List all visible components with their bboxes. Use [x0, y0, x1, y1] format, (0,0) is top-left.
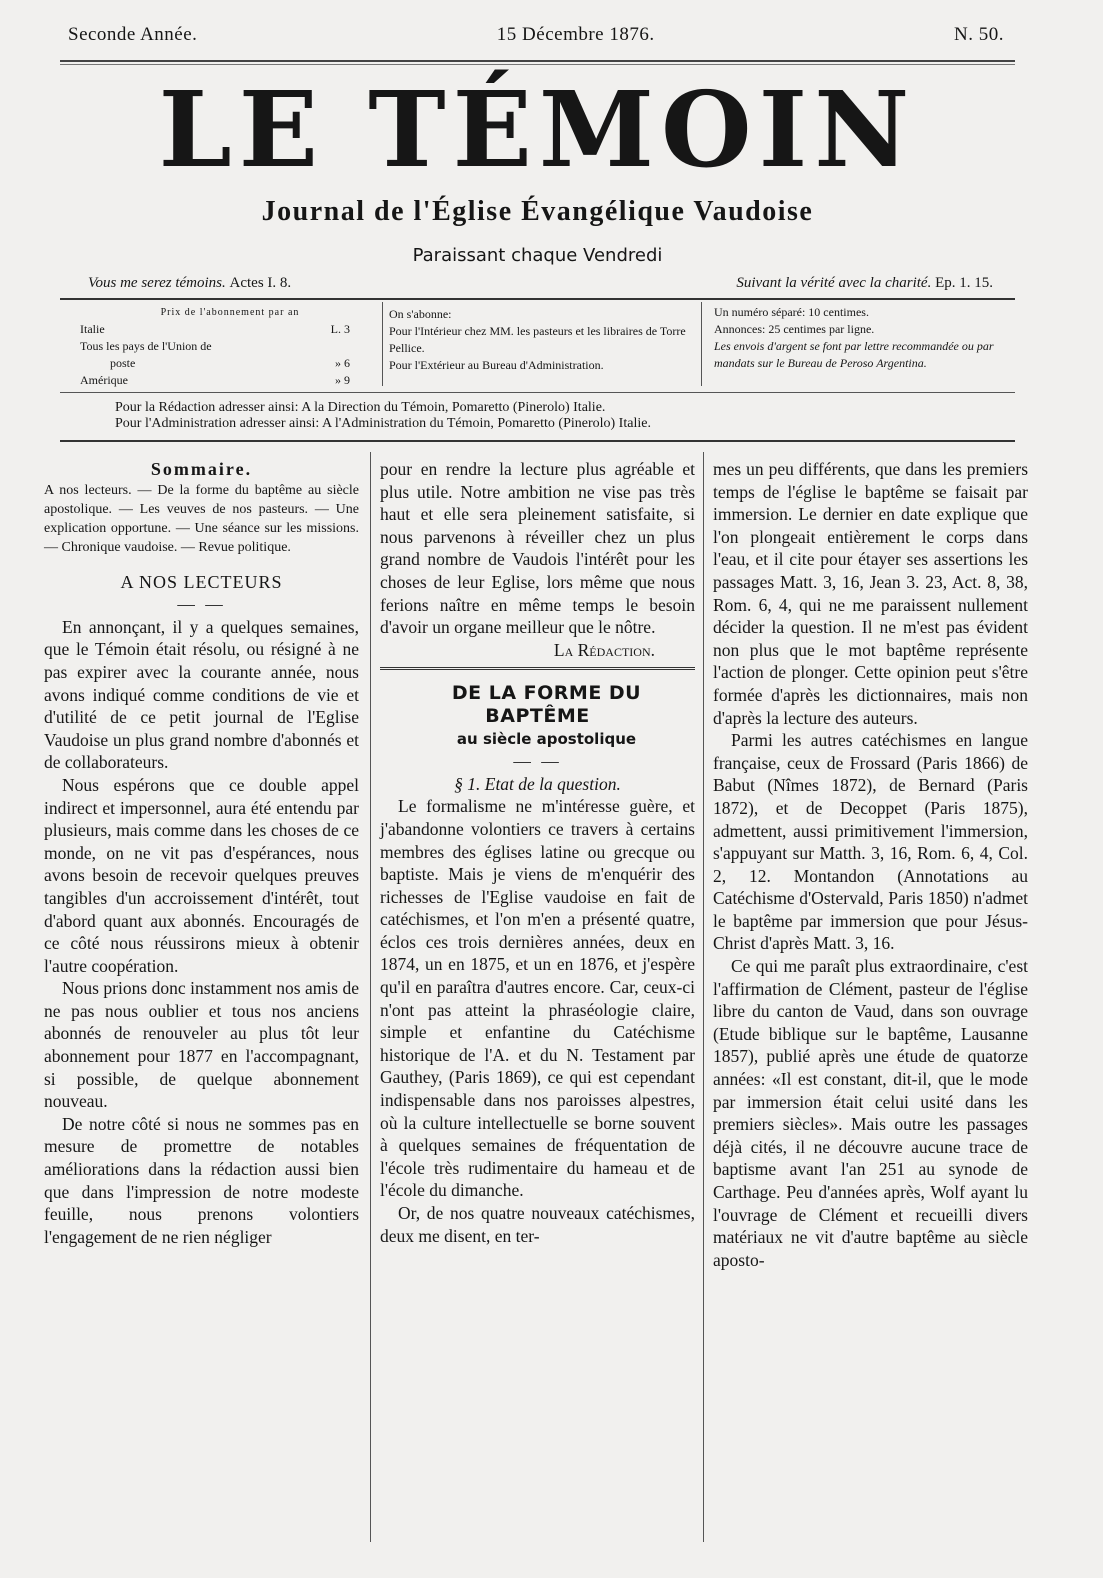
article-subtitle: au siècle apostolique	[456, 729, 637, 748]
subscribe-exterior: Pour l'Extérieur au Bureau d'Administration.	[389, 358, 604, 372]
section-title: A NOS LECTEURS	[120, 571, 283, 592]
price-row	[80, 338, 380, 355]
paragraph: Le formalisme ne m'intéresse guère, et j'abandonne volontiers ce travers à certains membres des églises latine ou grecque ou baptiste. Mais je viens de m'enquérir des richesses de l'Eglise vaudoise en fait de catéchismes, et l'on m'en a présenté quatre, éclos ces trois dernières années, deux en 1874, un en 1875, et un en 1876, et j'espère qu'il en paraîtra d'autres encore. Car, ceux-ci n'ont pas atteint la phraséologie claire, simple et enfantine du Catéchisme historique de l'A. et du N. Testament par Gauthey, (Paris 1869), ce qui est cependant indispensable dans nos paroisses alpestres, où la culture intellectuelle se borne souvent à quelques semaines de fréquentation de l'école très rudimentaire du hameau et de l'école du dimanche.	[380, 796, 695, 1201]
price-row	[80, 321, 380, 338]
paragraph: pour en rendre la lecture plus agréable et plus utile. Notre ambition ne vise pas très haut et elle sera pleinement satisfaite, si nous parvenons à réveiller chez un plus grand nombre de Vaudois l'intérêt pour les choses de leur Eglise, lors même que nous ferions naître en même temps le besoin d'avoir un organe meilleur que le nôtre.	[380, 459, 695, 638]
price-value: » 9	[335, 373, 350, 387]
subscribe-info	[382, 302, 702, 386]
pricing-info	[714, 304, 1014, 372]
issue-header	[68, 24, 1004, 46]
motto-right-ref: Ep. 1. 15.	[935, 275, 993, 291]
price-value: L. 3	[330, 322, 350, 336]
motto-right-text: Suivant la vérité avec la charité.	[736, 275, 932, 291]
single-issue-price: Un numéro séparé: 10 centimes.	[714, 305, 869, 319]
signature: La Rédaction.	[553, 639, 655, 660]
price-row	[80, 355, 380, 372]
subscribe-interior: Pour l'Intérieur chez MM. les pasteurs et les libraires de Torre Pellice.	[389, 324, 686, 355]
paragraph: Nous espérons que ce double appel indirect et impersonnel, aura été entendu par plusieurs, mais comme dans les choses de ce monde, on ne vit pas d'espérances, nous avons besoin de recevoir quelques preuves tangibles d'un accroissement d'intérêt, tout d'abord quant aux abonnés. Encouragés de ce côté nous réussirons mieux à obtenir l'autre coopération.	[44, 774, 359, 976]
column-3	[713, 458, 1028, 1271]
issue-date: 15 Décembre 1876.	[496, 24, 655, 45]
column-rule	[370, 452, 371, 1542]
issue-number: N. 50.	[954, 24, 1004, 45]
paragraph: mes un peu différents, que dans les premiers temps de l'église le baptême se faisait par immersion. Le dernier en date explique que l'on plongeait entièrement le corps dans l'eau, et il cite pour étayer ses assertions les passages Matt. 3, 16, Jean 3. 23, Act. 8, 38, Rom. 6, 4, qui ne me paraissent nullement décider la question. Il ne m'est pas évident non plus que le mot baptême représente l'action de plonger. Cette opinion peut s'être formée d'après les dictionnaires, mais non d'après la lecture des auteurs.	[713, 459, 1028, 728]
address-admin: Pour l'Administration adresser ainsi: A l'Administration du Témoin, Pomaretto (Pinerolo) Italie.	[115, 416, 651, 431]
address-redaction: Pour la Rédaction adresser ainsi: A la Direction du Témoin, Pomaretto (Pinerolo) Italie.	[115, 400, 606, 415]
column-2	[380, 458, 695, 1247]
paragraph: Or, de nos quatre nouveaux catéchismes, deux me disent, en ter-	[380, 1203, 695, 1246]
price-row	[80, 372, 380, 389]
motto-left	[88, 275, 291, 292]
publication-frequency: Paraissant chaque Vendredi	[412, 245, 663, 266]
price-value: » 6	[335, 356, 350, 370]
article-title: DE LA FORME DU BAPTÊME	[451, 682, 642, 727]
column-1	[44, 458, 359, 1248]
payment-info: Les envois d'argent se font par lettre recommandée ou par mandats sur le Bureau de Peroso Argentina.	[714, 339, 994, 370]
paragraph: Ce qui me paraît plus extraordinaire, c'est l'affirmation de Clément, pasteur de l'église libre du canton de Vaud, dans son ouvrage (Etude biblique sur le baptême, Lausanne 1857), publié après une étude de quatorze années: «Il est constant, dit-il, que le mode par immersion était celui usité dans les premiers siècles». Mais outre les passages déjà cités, il ne découvre aucune trace de baptisme avant l'an 251 au synode de Carthage. Peu d'années après, Wolf ayant lu l'ouvrage de Clément et recueilli divers matériaux ne vit d'autre baptême au siècle aposto-	[713, 956, 1028, 1270]
price-list	[80, 304, 380, 389]
title-rule: — —	[513, 751, 562, 772]
subscription-box	[60, 298, 1015, 442]
masthead-subtitle: Journal de l'Église Évangélique Vaudoise	[261, 196, 814, 227]
motto-right	[736, 275, 993, 292]
price-label: Tous les pays de l'Union de	[80, 339, 212, 353]
price-label: poste	[110, 356, 136, 370]
paragraph: En annonçant, il y a quelques semaines, que le Témoin était résolu, ou résigné à ne pas expirer avec la courante année, nous avons indiqué comme conditions de vie et d'utilité de ce petit journal de l'Eglise Vaudoise un plus grand nombre d'abonnés et de collaborateurs.	[44, 616, 359, 773]
column-rule	[703, 452, 704, 1542]
paragraph: De notre côté si nous ne sommes pas en mesure de promettre de notables améliorations dans la rédaction aussi bien que dans l'impression de notre modeste feuille, nous prenons volontiers l'engagement de ne rien négliger	[44, 1113, 359, 1247]
section-heading: § 1. Etat de la question.	[454, 773, 621, 794]
info-rule	[60, 392, 1015, 393]
price-label: Amérique	[80, 373, 128, 387]
ads-price: Annonces: 25 centimes par ligne.	[714, 322, 875, 336]
sommaire-text: A nos lecteurs. — De la forme du baptême au siècle apostolique. — Les veuves de nos pasteurs. — Une explication opportune. — Une séance sur les missions. — Chronique vaudoise. — Revue politique.	[44, 482, 359, 555]
paragraph: Nous prions donc instamment nos amis de ne pas nous oublier et tous nos anciens abonnés de renouveler au plus tôt leur abonnement pour 1877 en l'accompagnant, si possible, de quelque abonnement nouveau.	[44, 978, 359, 1112]
subscribe-heading: On s'abonne:	[389, 307, 452, 321]
paragraph: Parmi les autres catéchismes en langue française, ceux de Frossard (Paris 1866) de Babut (Nîmes 1872), de Bernard (Paris 1872), et de Decoppet (Paris 1875), admettent, aussi primitivement l'immersion, s'appuyant sur Matth. 3, 16, Rom. 6, 4, Col. 2, 12. Montandon (Annotations au Catéchisme d'Ostervald, Paris 1850) n'admet le baptême par immersion que pour Jésus-Christ d'après Matt. 3, 16.	[713, 730, 1028, 954]
address-block	[115, 400, 651, 432]
sommaire-title: Sommaire.	[150, 459, 253, 479]
article-rule	[380, 667, 695, 670]
price-title: Prix de l'abonnement par an	[160, 307, 300, 318]
masthead-title: LE TÉMOIN	[158, 68, 917, 191]
motto-left-ref: Actes I. 8.	[229, 275, 292, 291]
issue-year: Seconde Année.	[68, 24, 198, 45]
header-rule	[60, 60, 1015, 65]
motto-left-text: Vous me serez témoins.	[88, 275, 226, 291]
title-rule: — —	[177, 594, 226, 615]
price-label: Italie	[80, 322, 105, 336]
